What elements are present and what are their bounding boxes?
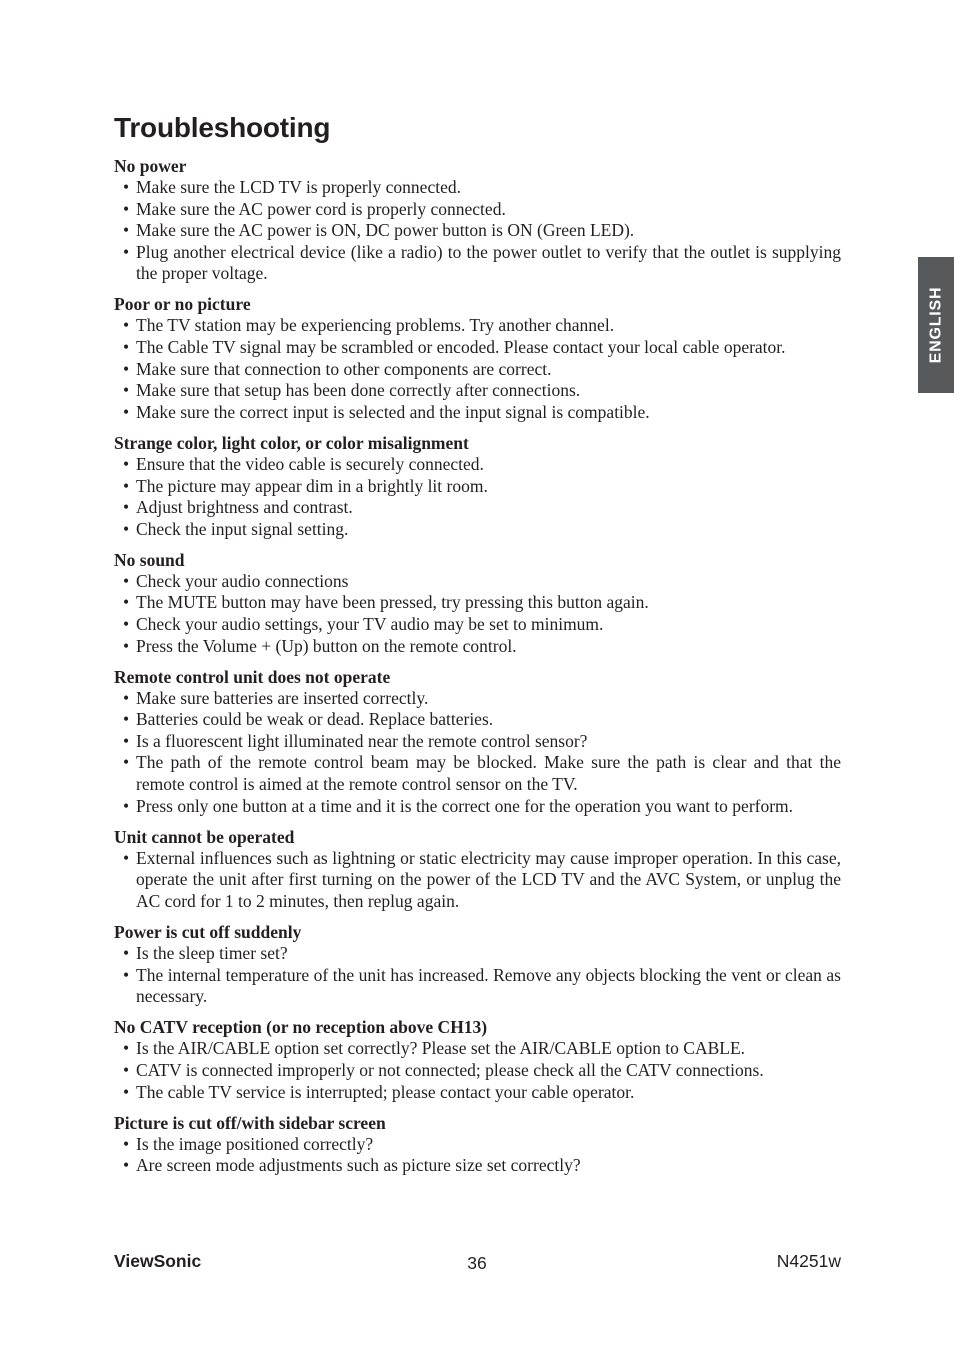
bullet-list	[114, 177, 841, 285]
troubleshooting-section	[114, 1016, 841, 1103]
section-heading: No power	[114, 156, 187, 176]
section-heading: Picture is cut off/with sidebar screen	[114, 1112, 386, 1133]
list-item: • Are screen mode adjustments such as picture size set correctly?	[114, 1155, 841, 1177]
bullet-list	[114, 454, 841, 540]
list-item: • Batteries could be weak or dead. Replace batteries.	[114, 709, 841, 731]
bullet-list	[114, 315, 841, 423]
list-item: • Ensure that the video cable is securely connected.	[114, 454, 841, 476]
troubleshooting-section	[114, 155, 841, 285]
list-item: • Make sure batteries are inserted correctly.	[114, 688, 841, 710]
section-heading: Poor or no picture	[114, 294, 251, 315]
footer-page-number: 36	[467, 1253, 487, 1273]
section-heading: Remote control unit does not operate	[114, 666, 391, 687]
page-title: Troubleshooting	[114, 112, 331, 143]
list-item: • Is the image positioned correctly?	[114, 1134, 841, 1156]
list-item: • Check the input signal setting.	[114, 519, 841, 541]
language-tab	[918, 257, 954, 393]
list-item: • Is a fluorescent light illuminated near the remote control sensor?	[114, 731, 841, 753]
section-heading: Unit cannot be operated	[114, 826, 295, 847]
section-heading: No CATV reception (or no reception above CH13)	[114, 1017, 488, 1038]
list-item: • CATV is connected improperly or not connected; please check all the CATV connections.	[114, 1060, 841, 1082]
bullet-list	[114, 1134, 841, 1177]
list-item: • Is the sleep timer set?	[114, 943, 841, 965]
list-item: • Check your audio settings, your TV audio may be set to minimum.	[114, 614, 841, 636]
list-item: • Make sure that connection to other components are correct.	[114, 359, 841, 381]
troubleshooting-section	[114, 666, 841, 818]
section-heading: Strange color, light color, or color misalignment	[114, 432, 469, 453]
list-item: • The MUTE button may have been pressed, try pressing this button again.	[114, 592, 841, 614]
list-item: • Make sure the LCD TV is properly connected.	[114, 177, 841, 199]
footer-model: N4251w	[776, 1251, 841, 1271]
troubleshooting-section	[114, 432, 841, 540]
troubleshooting-content	[114, 155, 841, 1185]
troubleshooting-section	[114, 549, 841, 657]
list-item: • Make sure that setup has been done correctly after connections.	[114, 380, 841, 402]
section-heading: No sound	[114, 549, 185, 570]
list-item: • Plug another electrical device (like a radio) to the power outlet to verify that the outlet is supplying the proper voltage.	[114, 242, 841, 285]
list-item: • External influences such as lightning or static electricity may cause improper operation. In this case, operate the unit after first turning on the power of the LCD TV and the AVC System, or unplug the AC cord for 1 to 2 minutes, then replug again.	[114, 848, 841, 913]
troubleshooting-section	[114, 921, 841, 1008]
bullet-list	[114, 571, 841, 657]
list-item: • The path of the remote control beam may be blocked. Make sure the path is clear and that the remote control is aimed at the remote control sensor on the TV.	[114, 752, 841, 795]
troubleshooting-section	[114, 1112, 841, 1177]
bullet-list	[114, 943, 841, 1008]
list-item: • The Cable TV signal may be scrambled or encoded. Please contact your local cable operator.	[114, 337, 841, 359]
list-item: • Press the Volume + (Up) button on the remote control.	[114, 636, 841, 658]
section-heading: Power is cut off suddenly	[114, 922, 302, 943]
bullet-list	[114, 848, 841, 913]
list-item: • The cable TV service is interrupted; please contact your cable operator.	[114, 1082, 841, 1104]
list-item: • Adjust brightness and contrast.	[114, 497, 841, 519]
list-item: • The picture may appear dim in a brightly lit room.	[114, 476, 841, 498]
troubleshooting-section	[114, 293, 841, 423]
bullet-list	[114, 688, 841, 818]
list-item: • Make sure the correct input is selected and the input signal is compatible.	[114, 402, 841, 424]
list-item: • Press only one button at a time and it is the correct one for the operation you want to perform.	[114, 796, 841, 818]
list-item: • Make sure the AC power is ON, DC power button is ON (Green LED).	[114, 220, 841, 242]
list-item: • The internal temperature of the unit has increased. Remove any objects blocking the vent or clean as necessary.	[114, 965, 841, 1008]
bullet-list	[114, 1038, 841, 1103]
language-tab-label: ENGLISH	[927, 286, 944, 364]
list-item: • Check your audio connections	[114, 571, 841, 593]
list-item: • The TV station may be experiencing problems. Try another channel.	[114, 315, 841, 337]
troubleshooting-section	[114, 826, 841, 913]
list-item: • Is the AIR/CABLE option set correctly? Please set the AIR/CABLE option to CABLE.	[114, 1038, 841, 1060]
footer-brand: ViewSonic	[114, 1251, 202, 1271]
list-item: • Make sure the AC power cord is properly connected.	[114, 199, 841, 221]
